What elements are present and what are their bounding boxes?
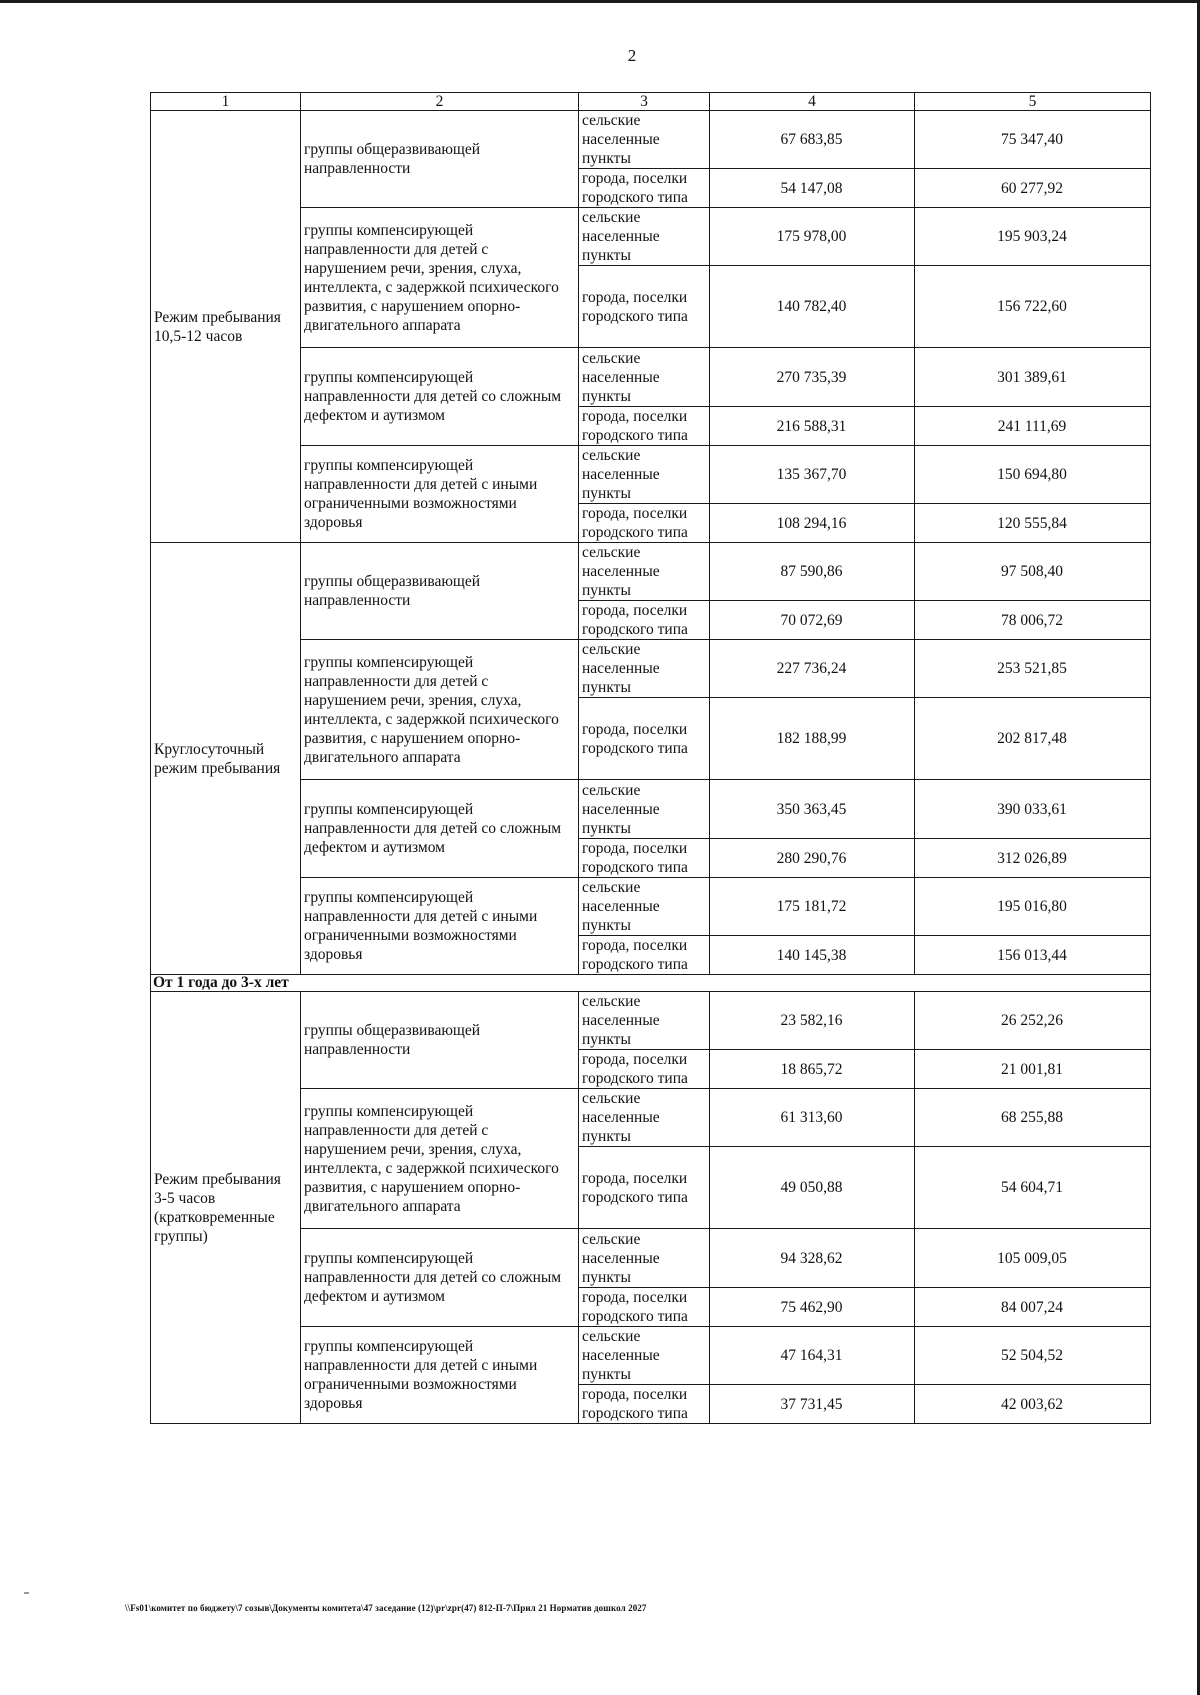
value-col5-cell: 253 521,85: [915, 640, 1151, 698]
settlement-type-cell: [579, 407, 710, 446]
text-line: Круглосуточный: [154, 740, 265, 758]
settlement-type-cell: [579, 1089, 710, 1147]
value-col5-cell: 156 013,44: [915, 936, 1151, 975]
text-line: интеллекта, с задержкой психического: [304, 710, 559, 728]
regime-cell: [151, 111, 301, 543]
text-line: двигательного аппарата: [304, 748, 461, 766]
value-col5-cell: 75 347,40: [915, 111, 1151, 169]
text-line: городского типа: [582, 1308, 688, 1325]
text-line: города, поселки: [582, 1289, 688, 1306]
value-col4-cell: 94 328,62: [710, 1229, 915, 1288]
scan-mark: [24, 1592, 29, 1594]
text-line: ограниченными возможностями: [304, 1376, 517, 1393]
header-col-4: 4: [710, 93, 915, 111]
text-line: развития, с нарушением опорно-: [304, 1178, 521, 1196]
text-line: направленности: [304, 1041, 411, 1058]
settlement-type-cell: [579, 504, 710, 543]
settlement-type-cell: [579, 780, 710, 839]
value-col5-cell: 68 255,88: [915, 1089, 1151, 1147]
text-line: городского типа: [582, 621, 688, 638]
group-name-cell: [301, 446, 579, 543]
settlement-type-cell: [579, 1327, 710, 1385]
text-line: сельские: [582, 641, 641, 658]
settlement-type-cell: [579, 1147, 710, 1229]
text-line: сельские: [582, 1230, 641, 1248]
text-line: дефектом и аутизмом: [304, 839, 445, 856]
table-row: [151, 348, 1151, 407]
text-line: интеллекта, с задержкой психического: [304, 278, 559, 296]
text-line: группы компенсирующей: [304, 1338, 474, 1355]
text-line: сельские: [582, 1328, 641, 1345]
text-line: (кратковременные: [154, 1208, 275, 1226]
settlement-type-cell: [579, 992, 710, 1050]
value-col5-cell: 60 277,92: [915, 169, 1151, 208]
text-line: направленности для детей с: [304, 672, 489, 690]
value-col4-cell: 227 736,24: [710, 640, 915, 698]
value-col5-cell: 120 555,84: [915, 504, 1151, 543]
text-line: 10,5-12 часов: [154, 327, 243, 345]
value-col4-cell: 61 313,60: [710, 1089, 915, 1147]
text-line: городского типа: [582, 859, 688, 876]
header-col-3: 3: [579, 93, 710, 111]
table-row: [151, 111, 1151, 169]
text-line: населенные: [582, 563, 660, 580]
text-line: нарушением речи, зрения, слуха,: [304, 259, 522, 277]
group-name-cell: [301, 111, 579, 208]
text-line: города, поселки: [582, 288, 688, 306]
text-line: сельские: [582, 544, 641, 561]
text-line: группы компенсирующей: [304, 653, 474, 671]
text-line: города, поселки: [582, 1386, 688, 1403]
value-col5-cell: 52 504,52: [915, 1327, 1151, 1385]
value-col4-cell: 216 588,31: [710, 407, 915, 446]
text-line: пункты: [582, 1366, 631, 1383]
header-col-2: 2: [301, 93, 579, 111]
value-col5-cell: 54 604,71: [915, 1147, 1151, 1229]
value-col4-cell: 270 735,39: [710, 348, 915, 407]
value-col5-cell: 156 722,60: [915, 266, 1151, 348]
text-line: города, поселки: [582, 937, 688, 954]
settlement-type-cell: [579, 1385, 710, 1424]
text-line: населенные: [582, 228, 660, 245]
text-line: Режим пребывания: [154, 308, 281, 326]
text-line: направленности для детей с иными: [304, 908, 538, 925]
text-line: сельские: [582, 349, 641, 367]
text-line: пункты: [582, 1268, 631, 1286]
value-col5-cell: 105 009,05: [915, 1229, 1151, 1288]
text-line: пункты: [582, 485, 631, 502]
text-line: городского типа: [582, 1188, 688, 1206]
text-line: здоровья: [304, 1395, 363, 1412]
text-line: двигательного аппарата: [304, 316, 461, 334]
table-row: [151, 992, 1151, 1050]
text-line: направленности для детей со сложным: [304, 388, 562, 405]
text-line: пункты: [582, 917, 631, 934]
text-line: группы общеразвивающей: [304, 1022, 481, 1039]
settlement-type-cell: [579, 543, 710, 601]
text-line: населенные: [582, 368, 660, 386]
settlement-type-cell: [579, 698, 710, 780]
text-line: городского типа: [582, 524, 688, 541]
text-line: городского типа: [582, 307, 688, 325]
text-line: направленности для детей с: [304, 1121, 489, 1139]
text-line: города, поселки: [582, 1051, 688, 1068]
text-line: сельские: [582, 993, 641, 1010]
value-col4-cell: 182 188,99: [710, 698, 915, 780]
normative-table: [150, 92, 1151, 1424]
value-col4-cell: 135 367,70: [710, 446, 915, 504]
text-line: группы компенсирующей: [304, 1102, 474, 1120]
group-name-cell: [301, 1229, 579, 1327]
settlement-type-cell: [579, 111, 710, 169]
group-name-cell: [301, 208, 579, 348]
table-row: [151, 640, 1151, 698]
text-line: города, поселки: [582, 720, 688, 738]
text-line: группы общеразвивающей: [304, 141, 481, 158]
value-col5-cell: 78 006,72: [915, 601, 1151, 640]
settlement-type-cell: [579, 446, 710, 504]
text-line: направленности для детей с иными: [304, 476, 538, 493]
group-name-cell: [301, 992, 579, 1089]
settlement-type-cell: [579, 1229, 710, 1288]
value-col5-cell: 150 694,80: [915, 446, 1151, 504]
text-line: города, поселки: [582, 602, 688, 619]
settlement-type-cell: [579, 1288, 710, 1327]
text-line: пункты: [582, 1128, 631, 1145]
text-line: населенные: [582, 1347, 660, 1364]
text-line: пункты: [582, 387, 631, 405]
value-col4-cell: 280 290,76: [710, 839, 915, 878]
value-col4-cell: 350 363,45: [710, 780, 915, 839]
regime-cell: [151, 543, 301, 975]
settlement-type-cell: [579, 208, 710, 266]
text-line: направленности для детей с иными: [304, 1357, 538, 1374]
text-line: городского типа: [582, 1070, 688, 1087]
value-col5-cell: 42 003,62: [915, 1385, 1151, 1424]
group-name-cell: [301, 348, 579, 446]
value-col5-cell: 312 026,89: [915, 839, 1151, 878]
text-line: сельские: [582, 879, 641, 896]
text-line: города, поселки: [582, 408, 688, 425]
text-line: пункты: [582, 247, 631, 264]
text-line: городского типа: [582, 427, 688, 444]
value-col4-cell: 108 294,16: [710, 504, 915, 543]
settlement-type-cell: [579, 936, 710, 975]
value-col4-cell: 70 072,69: [710, 601, 915, 640]
text-line: направленности для детей с: [304, 240, 489, 258]
text-line: дефектом и аутизмом: [304, 1288, 445, 1305]
text-line: населенные: [582, 898, 660, 915]
text-line: Режим пребывания: [154, 1170, 281, 1188]
value-col5-cell: 241 111,69: [915, 407, 1151, 446]
value-col4-cell: 140 145,38: [710, 936, 915, 975]
text-line: пункты: [582, 150, 631, 167]
value-col4-cell: 87 590,86: [710, 543, 915, 601]
value-col5-cell: 195 016,80: [915, 878, 1151, 936]
text-line: пункты: [582, 819, 631, 837]
text-line: дефектом и аутизмом: [304, 407, 445, 424]
text-line: сельские: [582, 781, 641, 799]
value-col5-cell: 97 508,40: [915, 543, 1151, 601]
table-row: [151, 1089, 1151, 1147]
value-col5-cell: 195 903,24: [915, 208, 1151, 266]
text-line: группы компенсирующей: [304, 457, 474, 474]
age-group-row: [151, 975, 1151, 992]
value-col5-cell: 26 252,26: [915, 992, 1151, 1050]
text-line: пункты: [582, 679, 631, 696]
text-line: группы общеразвивающей: [304, 573, 481, 590]
header-col-1: 1: [151, 93, 301, 111]
text-line: группы компенсирующей: [304, 221, 474, 239]
text-line: города, поселки: [582, 840, 688, 857]
text-line: развития, с нарушением опорно-: [304, 297, 521, 315]
text-line: города, поселки: [582, 1169, 688, 1187]
text-line: направленности для детей со сложным: [304, 1269, 562, 1286]
text-line: направленности для детей со сложным: [304, 820, 562, 837]
settlement-type-cell: [579, 640, 710, 698]
value-col4-cell: 37 731,45: [710, 1385, 915, 1424]
text-line: здоровья: [304, 514, 363, 531]
text-line: группы компенсирующей: [304, 1250, 474, 1267]
group-name-cell: [301, 878, 579, 975]
settlement-type-cell: [579, 601, 710, 640]
text-line: населенные: [582, 660, 660, 677]
page-number: 2: [627, 46, 637, 65]
text-line: двигательного аппарата: [304, 1197, 461, 1215]
text-line: направленности: [304, 160, 411, 177]
text-line: городского типа: [582, 739, 688, 757]
group-name-cell: [301, 640, 579, 780]
value-col4-cell: 23 582,16: [710, 992, 915, 1050]
text-line: направленности: [304, 592, 411, 609]
text-line: группы компенсирующей: [304, 369, 474, 386]
value-col4-cell: 175 181,72: [710, 878, 915, 936]
text-line: режим пребывания: [154, 759, 281, 777]
table-row: [151, 208, 1151, 266]
table-row: [151, 878, 1151, 936]
footer-file-path: \\Fs01\комитет по бюджету\7 созыв\Документы комитета\47 заседание (12)\pr\zpr(47) 812-П-7\Прил 21 Норматив дошкол 2027: [125, 1603, 647, 1613]
text-line: пункты: [582, 1031, 631, 1048]
text-line: населенные: [582, 1012, 660, 1029]
value-col4-cell: 49 050,88: [710, 1147, 915, 1229]
value-col4-cell: 140 782,40: [710, 266, 915, 348]
text-line: сельские: [582, 1090, 641, 1107]
text-line: города, поселки: [582, 505, 688, 522]
text-line: населенные: [582, 131, 660, 148]
text-line: городского типа: [582, 189, 688, 206]
header-col-5: 5: [915, 93, 1151, 111]
text-line: группы): [154, 1227, 208, 1245]
settlement-type-cell: [579, 169, 710, 208]
group-name-cell: [301, 1327, 579, 1424]
table-row: [151, 446, 1151, 504]
value-col4-cell: 75 462,90: [710, 1288, 915, 1327]
text-line: развития, с нарушением опорно-: [304, 729, 521, 747]
value-col4-cell: 175 978,00: [710, 208, 915, 266]
value-col5-cell: 202 817,48: [915, 698, 1151, 780]
group-name-cell: [301, 780, 579, 878]
settlement-type-cell: [579, 878, 710, 936]
text-line: населенные: [582, 1109, 660, 1126]
value-col5-cell: 390 033,61: [915, 780, 1151, 839]
value-col4-cell: 47 164,31: [710, 1327, 915, 1385]
group-name-cell: [301, 1089, 579, 1229]
value-col5-cell: 21 001,81: [915, 1050, 1151, 1089]
settlement-type-cell: [579, 1050, 710, 1089]
text-line: сельские: [582, 112, 641, 129]
text-line: сельские: [582, 447, 641, 464]
text-line: сельские: [582, 209, 641, 226]
age-group-label: От 1 года до 3-х лет: [151, 975, 1151, 992]
text-line: ограниченными возможностями: [304, 927, 517, 944]
table-header-row: [151, 93, 1151, 111]
table-row: [151, 543, 1151, 601]
text-line: города, поселки: [582, 170, 688, 187]
text-line: нарушением речи, зрения, слуха,: [304, 691, 522, 709]
value-col4-cell: 18 865,72: [710, 1050, 915, 1089]
table-row: [151, 1327, 1151, 1385]
settlement-type-cell: [579, 839, 710, 878]
text-line: населенные: [582, 466, 660, 483]
text-line: населенные: [582, 1249, 660, 1267]
text-line: 3-5 часов: [154, 1189, 216, 1207]
scan-border-top: [0, 0, 1200, 3]
value-col4-cell: 67 683,85: [710, 111, 915, 169]
group-name-cell: [301, 543, 579, 640]
text-line: нарушением речи, зрения, слуха,: [304, 1140, 522, 1158]
text-line: ограниченными возможностями: [304, 495, 517, 512]
text-line: группы компенсирующей: [304, 801, 474, 818]
table-row: [151, 780, 1151, 839]
settlement-type-cell: [579, 348, 710, 407]
text-line: городского типа: [582, 956, 688, 973]
value-col4-cell: 54 147,08: [710, 169, 915, 208]
text-line: пункты: [582, 582, 631, 599]
regime-cell: [151, 992, 301, 1424]
text-line: городского типа: [582, 1405, 688, 1422]
settlement-type-cell: [579, 266, 710, 348]
text-line: интеллекта, с задержкой психического: [304, 1159, 559, 1177]
value-col5-cell: 301 389,61: [915, 348, 1151, 407]
text-line: населенные: [582, 800, 660, 818]
value-col5-cell: 84 007,24: [915, 1288, 1151, 1327]
text-line: группы компенсирующей: [304, 889, 474, 906]
text-line: здоровья: [304, 946, 363, 963]
table-body: [151, 111, 1151, 1424]
table-row: [151, 1229, 1151, 1288]
